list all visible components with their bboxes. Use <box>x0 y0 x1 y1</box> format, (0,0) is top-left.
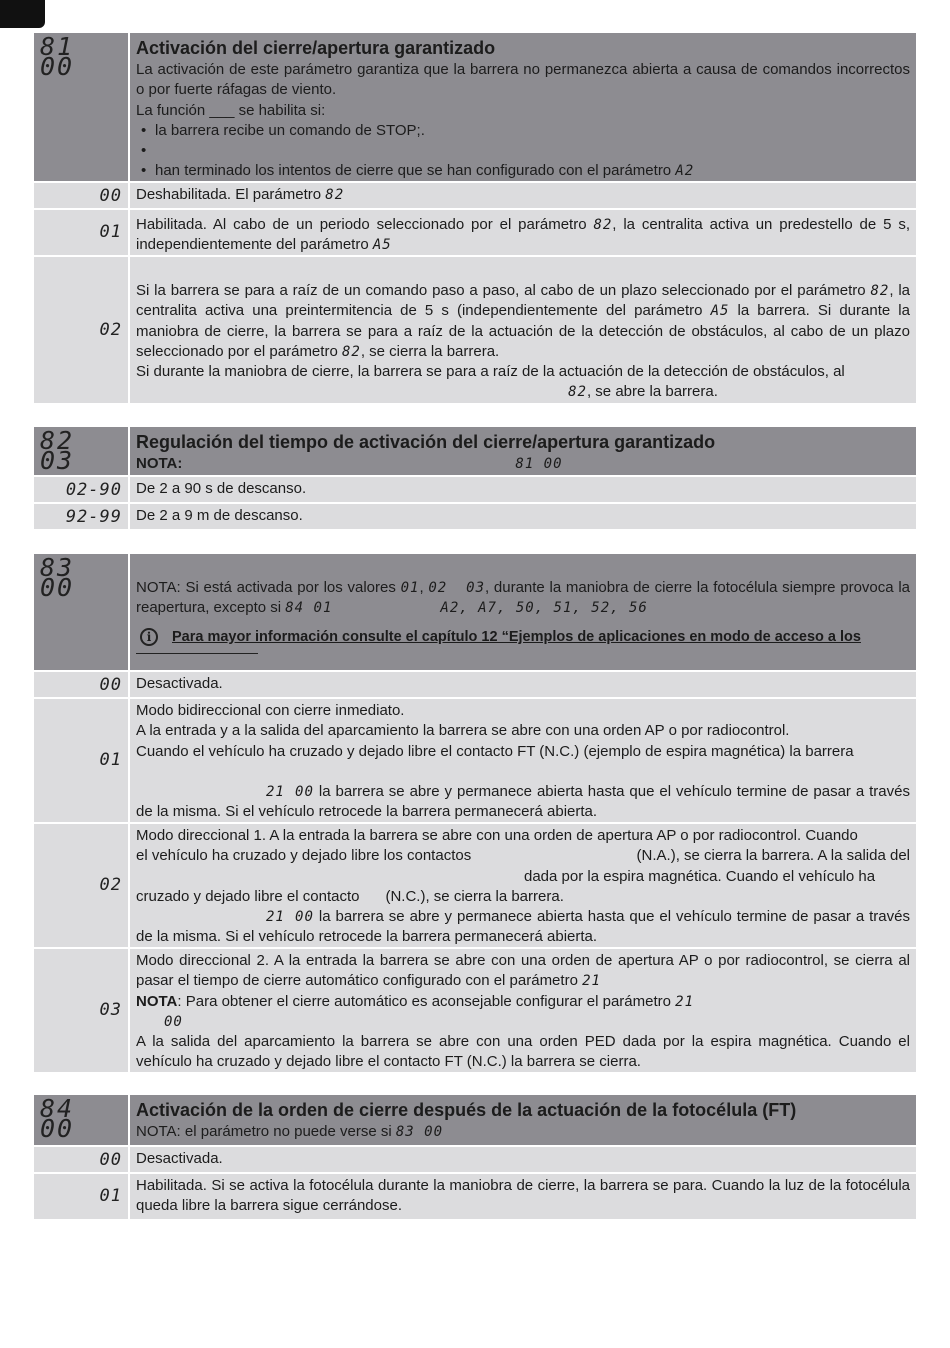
value-row-03 <box>34 949 916 1072</box>
value-description: Habilitada. Al cabo de un periodo seleccionado por el parámetro 82, la centralita activa un predestello de 5 s, independientemente del parámetro A5 <box>128 210 916 255</box>
value-code: 02-90 <box>34 477 128 502</box>
note-label: NOTA: <box>136 455 183 472</box>
value-row-02 <box>34 824 916 949</box>
value-description: Desactivada. <box>128 672 916 697</box>
parameter-header-83 <box>34 554 916 672</box>
value-code: 02 <box>34 824 128 947</box>
parameter-code: 84 00 <box>34 1095 128 1145</box>
value-code: 00 <box>34 672 128 697</box>
value-description: Modo direccional 1. A la entrada la barrera se abre con una orden de apertura AP o por radiocontrol. Cuando el vehículo ha cruzado y dejado libre los contactos (N.A.), se cierra la barrera. A la salida del dada por la espira magnética. Cuando el vehículo ha cruzado y dejado libre el contacto (N.C.), se cierra la barrera. 21 00 la barrera se abre y permanece abierta hasta que el vehículo termine de pasar a través de la misma. Si el vehículo retrocede la barrera permanecerá abierta. <box>128 824 916 947</box>
value-row-01 <box>34 210 916 257</box>
info-icon: i <box>140 628 158 646</box>
value-description: Si la barrera se para a raíz de un comando paso a paso, al cabo de un plazo seleccionado por el parámetro 82, la centralita activa una preintermitencia de 5 s (independientemente del parámetro A5 la barrera. Si durante la maniobra de cierre, la barrera se para a raíz de la actuación de la detección de obstáculos, al cabo de un plazo seleccionado por el parámetro 82, se cierra la barrera. Si durante la maniobra de cierre, la barrera se para a raíz de la actuación de la detección de obstáculos, al 82, se abre la barrera. <box>128 257 916 403</box>
value-code: 01 <box>34 699 128 822</box>
info-note: i Para mayor información consulte el capítulo 12 “Ejemplos de aplicaciones en modo de acceso a los <box>136 627 910 647</box>
parameter-code: 81 00 <box>34 33 128 181</box>
value-row-00 <box>34 1147 916 1174</box>
value-code: 00 <box>34 1147 128 1172</box>
value-description: Deshabilitada. El parámetro 82 <box>128 183 916 208</box>
value-description: Modo direccional 2. A la entrada la barrera se abre con una orden de apertura AP o por radiocontrol, se cierra al pasar el tiempo de cierre automático configurado con el parámetro 21 NOTA: Para obtener el cierre automático es aconsejable configurar el parámetro 21 00 A la salida del aparcamiento la barrera se abre con una orden PED dada por la espira magnética. Cuando el vehículo ha cruzado y dejado libre el contacto FT (N.C.) la barrera se cierra. <box>128 949 916 1072</box>
value-row-00 <box>34 183 916 210</box>
value-code: 01 <box>34 210 128 255</box>
page-corner-tab <box>0 0 45 28</box>
value-description: Modo bidireccional con cierre inmediato. A la entrada y a la salida del aparcamiento la barrera se abre con una orden AP o por radiocontrol. Cuando el vehículo ha cruzado y dejado libre el contacto FT (N.C.) (ejemplo de espira magnética) la barrera 21 00 la barrera se abre y permanece abierta hasta que el vehículo termine de pasar a través de la misma. Si el vehículo retrocede la barrera permanecerá abierta. <box>128 699 916 822</box>
value-code: 92-99 <box>34 504 128 529</box>
value-description: Desactivada. <box>128 1147 916 1172</box>
bullet-item: • <box>141 142 147 160</box>
description-text: La función ___ se habilita si: <box>136 101 326 119</box>
value-row-92-99 <box>34 504 916 529</box>
note-param: 81 00 <box>515 456 563 472</box>
parameter-table-83 <box>34 554 916 1072</box>
parameter-header-82 <box>34 427 916 477</box>
value-row-02 <box>34 257 916 403</box>
parameter-title: Regulación del tiempo de activación del cierre/apertura garantizado <box>136 432 716 452</box>
parameter-header-84 <box>34 1095 916 1147</box>
parameter-code: 82 03 <box>34 427 128 475</box>
parameter-description: Activación de la orden de cierre después de la actuación de la fotocélula (FT) NOTA: el parámetro no puede verse si 83 00 <box>128 1095 916 1145</box>
parameter-title: Activación de la orden de cierre después de la actuación de la fotocélula (FT) <box>136 1100 797 1120</box>
value-row-01 <box>34 699 916 824</box>
value-code: 03 <box>34 949 128 1072</box>
value-code: 00 <box>34 183 128 208</box>
value-code: 01 <box>34 1174 128 1219</box>
parameter-table-82 <box>34 427 916 529</box>
value-description: De 2 a 90 s de descanso. <box>128 477 916 502</box>
bullet-item: • la barrera recibe un comando de STOP;. <box>141 121 425 139</box>
parameter-description <box>128 33 916 181</box>
value-code: 02 <box>34 257 128 403</box>
value-row-02-90 <box>34 477 916 504</box>
value-row-01 <box>34 1174 916 1219</box>
value-description: Habilitada. Si se activa la fotocélula durante la maniobra de cierre, la barrera se para. Cuando la luz de la fotocélula queda libre la barrera sigue cerrándose. <box>128 1174 916 1219</box>
parameter-code: 83 00 <box>34 554 128 670</box>
parameter-header-81 <box>34 33 916 183</box>
description-text: La activación de este parámetro garantiza que la barrera no permanezca abierta a causa de comandos incorrectos o por fuerte ráfagas de viento. <box>136 61 910 99</box>
info-underline-continuation <box>136 647 258 654</box>
parameter-table-84 <box>34 1095 916 1219</box>
parameter-description <box>128 427 916 475</box>
parameter-table-81 <box>34 33 916 403</box>
parameter-description: NOTA: Si está activada por los valores 01, 02 03, durante la maniobra de cierre la fotocélula siempre provoca la reapertura, excepto si 84 01 A2, A7, 50, 51, 52, 56 i Para mayor información consulte el capítulo 12 “Ejemplos de aplicaciones en modo de acceso a los <box>128 554 916 670</box>
value-description: De 2 a 9 m de descanso. <box>128 504 916 529</box>
bullet-item: • han terminado los intentos de cierre que se han configurado con el parámetro A2 <box>141 162 695 180</box>
parameter-title: Activación del cierre/apertura garantizado <box>136 38 496 58</box>
value-row-00 <box>34 672 916 699</box>
